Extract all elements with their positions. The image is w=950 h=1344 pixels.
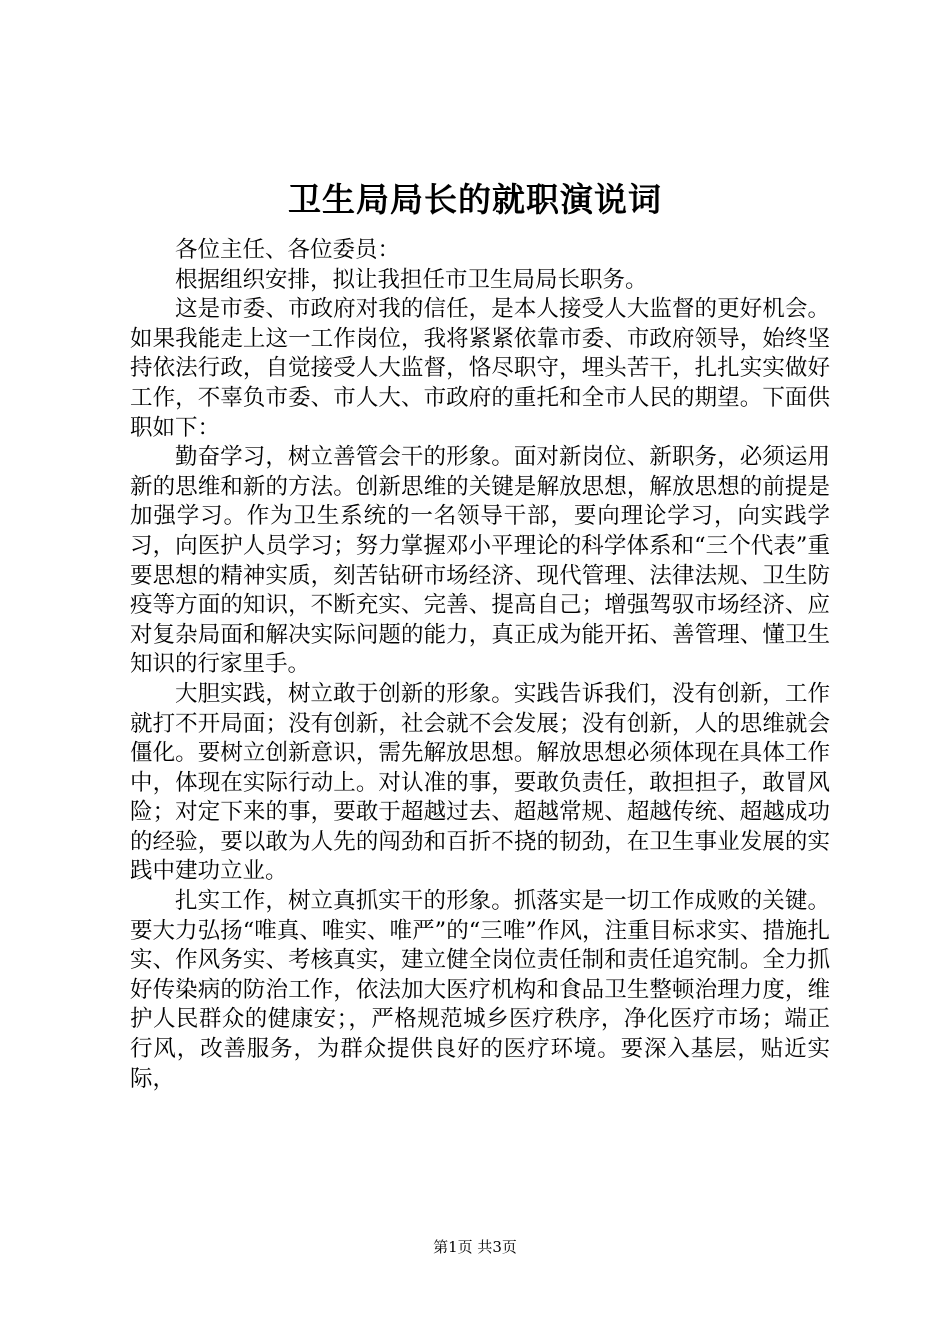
paragraph-commitment: 这是市委、市政府对我的信任，是本人接受人大监督的更好机会。如果我能走上这一工作岗位，我将紧紧依靠市委、市政府领导，始终坚持依法行政，自觉接受人大监督，恪尽职守，埋头苦干，扎扎实实做好工作，不辜负市委、市人大、市政府的重托和全市人民的期望。下面供职如下： (130, 296, 830, 441)
document-body (130, 236, 830, 1094)
paragraph-study: 勤奋学习，树立善管会干的形象。面对新岗位、新职务，必须运用新的思维和新的方法。创新思维的关键是解放思想，解放思想的前提是加强学习。作为卫生系统的一名领导干部，要向理论学习，向实践学习，向医护人员学习；努力掌握邓小平理论的科学体系和“三个代表”重要思想的精神实质，刻苦钻研市场经济、现代管理、法律法规、卫生防疫等方面的知识，不断充实、完善、提高自己；增强驾驭市场经济、应对复杂局面和解决实际问题的能力，真正成为能开拓、善管理、懂卫生知识的行家里手。 (130, 444, 830, 678)
page-number: 第1页 共3页 (433, 1238, 517, 1256)
paragraph-innovation: 大胆实践，树立敢于创新的形象。实践告诉我们，没有创新，工作就打不开局面；没有创新，社会就不会发展；没有创新，人的思维就会僵化。要树立创新意识，需先解放思想。解放思想必须体现在具体工作中，体现在实际行动上。对认准的事，要敢负责任，敢担担子，敢冒风险；对定下来的事，要敢于超越过去、超越常规、超越传统、超越成功的经验，要以敢为人先的闯劲和百折不挠的韧劲，在卫生事业发展的实践中建功立业。 (130, 680, 830, 885)
paragraph-work: 扎实工作，树立真抓实干的形象。抓落实是一切工作成败的关键。要大力弘扬“唯真、唯实、唯严”的“三唯”作风，注重目标求实、措施扎实、作风务实、考核真实，建立健全岗位责任制和责任追究制。全力抓好传染病的防治工作，依法加大医疗机构和食品卫生整顿治理力度，维护人民群众的健康安；，严格规范城乡医疗秩序，净化医疗市场；端正行风，改善服务，为群众提供良好的医疗环境。要深入基层，贴近实际， (130, 888, 830, 1092)
paragraph-intro: 根据组织安排，拟让我担任市卫生局局长职务。 (175, 266, 648, 293)
paragraph-salutation: 各位主任、各位委员： (175, 237, 401, 263)
document-title: 卫生局局长的就职演说词 (288, 180, 662, 219)
